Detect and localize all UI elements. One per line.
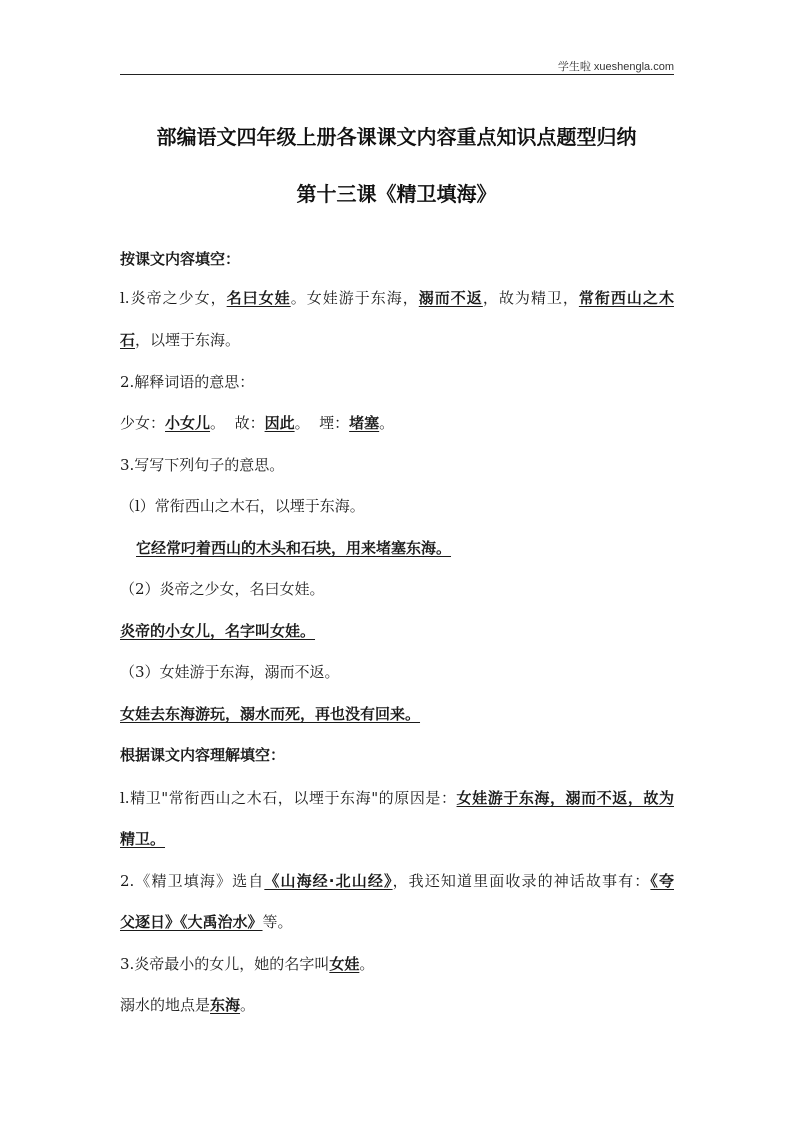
s2-q2-text3: 等。 xyxy=(262,913,293,931)
s2-q4-answer1: 东海 xyxy=(210,996,241,1014)
s2-q1-answer1b: 精卫。 xyxy=(120,830,166,848)
s1-q1-answer3a: 常衔西山之木 xyxy=(578,289,674,307)
s2-q4-text2: 。 xyxy=(240,996,256,1014)
s1-q1-text2: 。女娃游于东海， xyxy=(290,289,419,307)
s1-q1-answer2: 溺而不返 xyxy=(418,289,483,307)
s1-q3-prompt: 3.写写下列句子的意思。 xyxy=(120,456,285,474)
header-divider xyxy=(120,74,674,75)
s1-q1-answer1: 名曰女娃 xyxy=(226,289,291,307)
s1-q2-label3: 。 堙： xyxy=(294,414,350,432)
s2-q2-answer2b: 父逐日》《大禹治水》 xyxy=(120,913,263,931)
s1-q2-answer3: 堵塞 xyxy=(349,414,380,432)
s1-q3-answer2-line xyxy=(120,621,674,641)
lesson-title: 第十三课《精卫填海》 xyxy=(296,182,497,206)
s2-q1-answer1a: 女娃游于东海，溺而不返，故为 xyxy=(456,789,674,807)
s1-q3-sentence2: （2）炎帝之少女，名曰女娃。 xyxy=(120,580,325,598)
document-title: 部编语文四年级上册各课课文内容重点知识点题型归纳 xyxy=(156,125,637,149)
s1-q1-line1 xyxy=(120,288,674,308)
s1-q1-text1: l.炎帝之少女， xyxy=(120,289,227,307)
s1-q2-prompt: 2.解释词语的意思： xyxy=(120,373,255,391)
s2-q1-line1 xyxy=(120,788,674,808)
s1-q3-answer3-line xyxy=(120,704,674,724)
s1-q2-end: 。 xyxy=(379,414,395,432)
s2-q3-text2: 。 xyxy=(359,955,375,973)
s2-q1-text1: l.精卫"常衔西山之木石，以堙于东海"的原因是： xyxy=(120,789,457,807)
s1-q3-answer1: 它经常叼着西山的木头和石块，用来堵塞东海。 xyxy=(136,539,452,557)
s2-q3-text1: 3.炎帝最小的女儿，她的名字叫 xyxy=(120,955,330,973)
s2-q1-line2 xyxy=(120,829,674,849)
section2-heading: 根据课文内容理解填空： xyxy=(120,746,286,764)
s1-q3-answer1-line xyxy=(136,538,690,558)
s1-q1-text3: ，故为精卫， xyxy=(482,289,579,307)
s1-q2-answers xyxy=(120,413,674,433)
s2-q3-answer1: 女娃 xyxy=(329,955,360,973)
s1-q2-answer2: 因此 xyxy=(264,414,295,432)
s1-q1-answer3b: 石 xyxy=(120,331,136,349)
s2-q3 xyxy=(120,954,674,974)
section1-heading: 按课文内容填空： xyxy=(120,250,241,268)
s1-q3-sentence1: （l）常衔西山之木石，以堙于东海。 xyxy=(120,497,365,515)
s2-q2-text2: ，我还知道里面收录的神话故事有： xyxy=(392,872,651,890)
s1-q1-text4: ，以堙于东海。 xyxy=(135,331,241,349)
s1-q3-answer3: 女娃去东海游玩，溺水而死，再也没有回来。 xyxy=(120,705,421,723)
s2-q2-text1: 2.《精卫填海》选自 xyxy=(120,872,265,890)
s1-q2-label2: 。 故： xyxy=(210,414,265,432)
s2-q2-answer2a: 《夸 xyxy=(650,872,674,890)
s2-q2-line1 xyxy=(120,871,674,891)
s1-q2-label1: 少女： xyxy=(120,414,166,432)
s2-q4 xyxy=(120,995,674,1015)
s2-q2-answer1: 《山海经·北山经》 xyxy=(264,872,393,890)
s1-q3-answer2: 炎帝的小女儿，名字叫女娃。 xyxy=(120,622,316,640)
s1-q1-line2 xyxy=(120,330,674,350)
s2-q4-text1: 溺水的地点是 xyxy=(120,996,211,1014)
s2-q2-line2 xyxy=(120,912,674,932)
page-header-site: 学生啦 xueshengla.com xyxy=(557,61,674,73)
s1-q3-sentence3: （3）女娃游于东海，溺而不返。 xyxy=(120,663,340,681)
s1-q2-answer1: 小女儿 xyxy=(165,414,211,432)
